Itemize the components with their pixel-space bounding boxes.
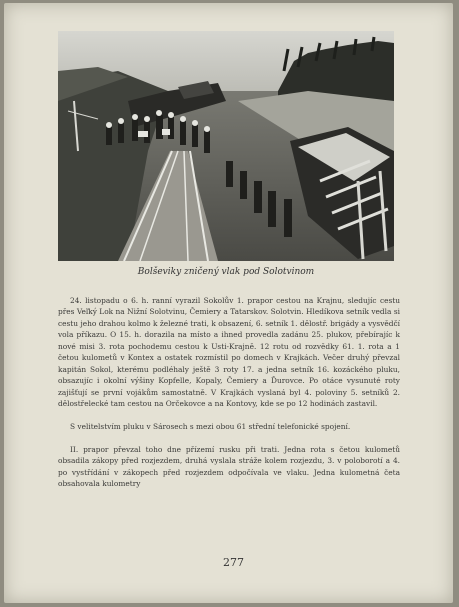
page-number: 277 bbox=[223, 556, 244, 569]
paragraph-3: II. prapor převzal toho dne přízemí rusku při trati. Jedna rota s četou kulometů obsadila zákopy před rozjezdem, druhá vyslala stráže kolem rozjezdu, 3. v poloborotí a 4. po vystřídání v zákopech před rozjezdem odpočívala ve vlaku. Jedna kulometná četa obsahovala kulometry bbox=[58, 444, 400, 489]
book-page bbox=[4, 3, 453, 603]
photo-illustration bbox=[58, 31, 394, 261]
body-text bbox=[58, 295, 400, 490]
paragraph-1: 24. listopadu o 6. h. ranní vyrazil Sokolův 1. prapor cestou na Krajnu, sledujíc cestu přes Veľký Lok na Nižní Solotvinu, Čemiery a Tatarskov. Solotvin. Hledíkova setník vedla si cestu jeho drahou kolmo k železné trati, k obsazení, 6. setník 1. dělostř. brigády a vysvědčí vola příkazu. O 15. h. dorazila na místo a ihned provedla zadánu 25. plukov, přebírajíc k nové misi 3. rota pochodemu cestou k Usti-Krajně. 12 rotu od rozvědky 61. 1. rota a 1 četou kulometů v Kontex a ostatek rozmístil po domech v Krajkách. Večer druhý převzal kapitán Sokol, kterému podléhaly ještě 3 roty 17. a jedna setník 16. kozáckého pluku, obsazujíc i okolní výšiny Kopfelle, Kopaly, Čemiery a Ďurovce. Po otáce vysunuté roty zajišťují se první vojákům samostatně. V Krajkách vyslaná byl 4. poloviny 5. setníků 2. dělostřelecké tam cestou na Orčekovce a na Kontovy, kde se po 12 hodinách zastavil. bbox=[58, 296, 400, 409]
photograph-derailed-train bbox=[58, 31, 394, 261]
photo-caption: Bolševiky zničený vlak pod Solotvinom bbox=[137, 267, 315, 277]
paragraph-2: S velitelstvím pluku v Sárosech s mezi obou 61 střední telefonické spojení. bbox=[70, 421, 351, 431]
